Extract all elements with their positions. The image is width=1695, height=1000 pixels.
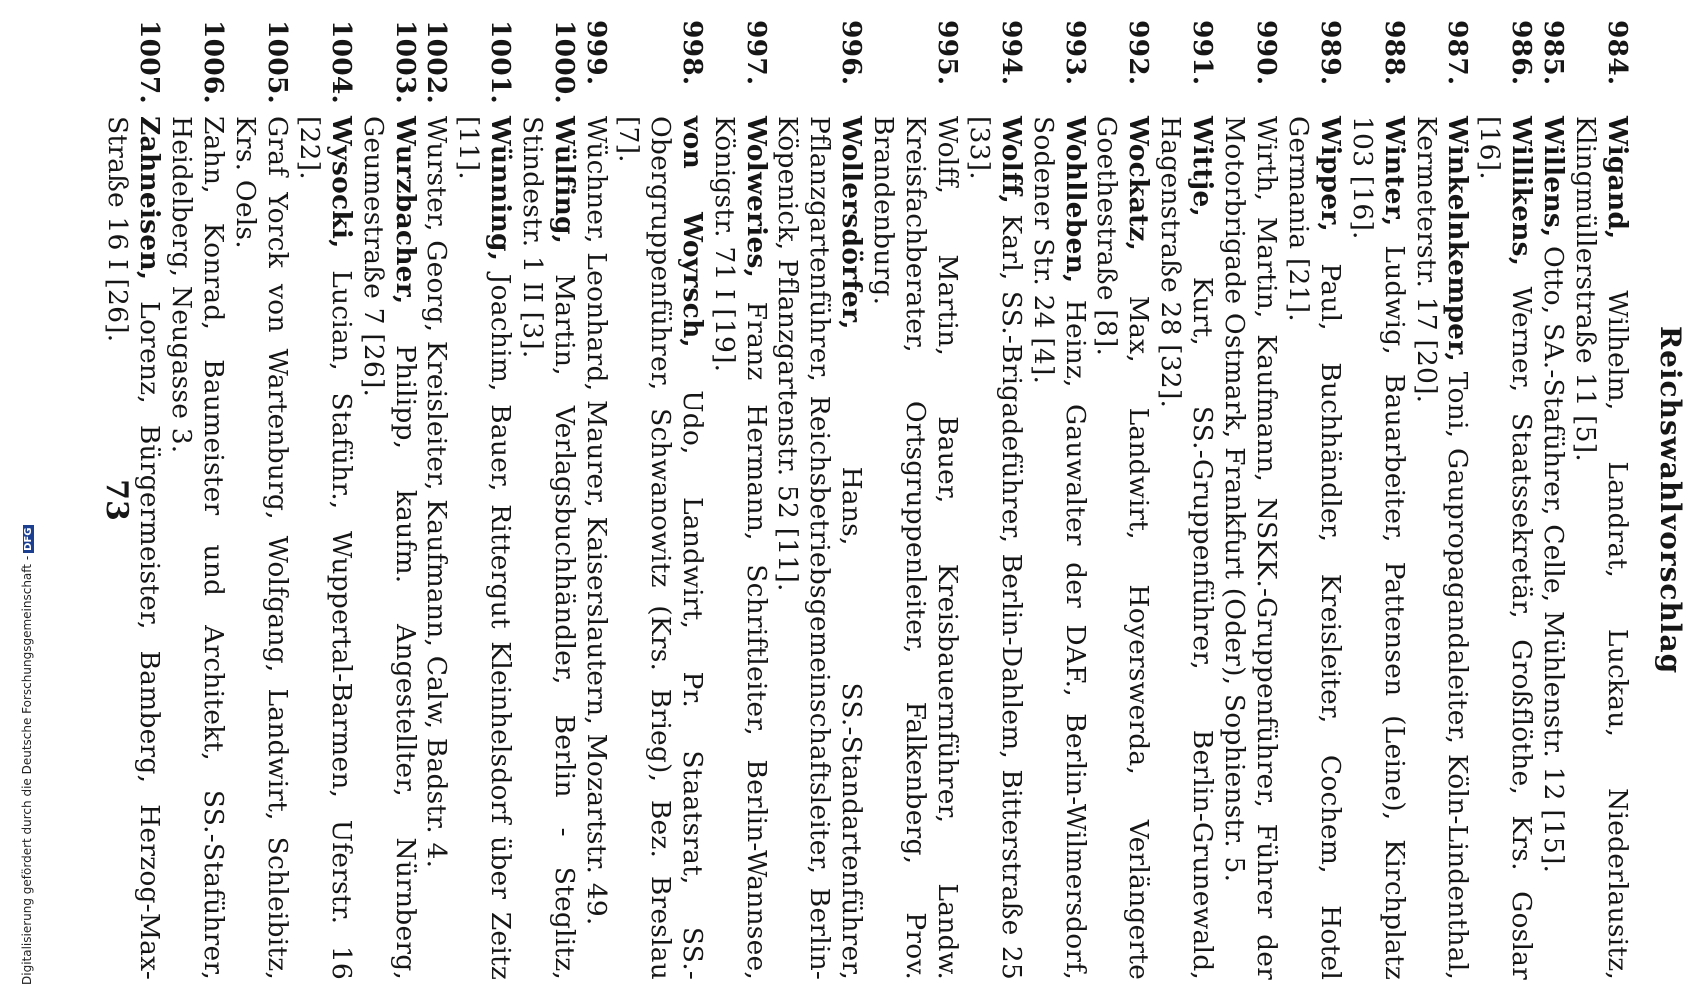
entry-number: 1001. <box>485 20 517 104</box>
entry-name: Willikens, <box>1506 116 1538 267</box>
entry-details: Toni, Gaupropagandaleiter, Köln-Lindenthal, Kermeterstr. 17 [20]. <box>1410 116 1474 980</box>
entry-details: Wirth, Martin, Kaufmann, NSKK.-Gruppenführer, Führer der Motorbrigade Ostmark, Frankfurt (Oder), Sophienstr. 5. <box>1219 116 1283 980</box>
entry-details: Zahn, Konrad, Baumeister und Architekt, SS.-Staführer, Heidelberg, Neugasse 3. <box>166 116 230 980</box>
entry-number: 998. <box>676 20 708 86</box>
entry-details: Graf Yorck von Wartenburg, Wolfgang, Landwirt, Schleibitz, Krs. Oels. <box>230 116 293 980</box>
entry-number: 987. <box>1442 20 1474 86</box>
entry-name: von Woyrsch, <box>676 116 708 348</box>
entry-number: 1002. <box>421 20 453 104</box>
entry-name: Wolweries, <box>740 116 772 279</box>
dfg-logo: DFG <box>23 527 34 551</box>
list-item <box>1091 20 1155 980</box>
entry-details: Martin, Verlagsbuchhändler, Berlin - Steglitz, Stindestr. 1 II [3]. <box>517 116 581 980</box>
entry-name: Wigand, <box>1602 116 1633 240</box>
list-item <box>708 20 772 980</box>
list-item <box>867 20 963 980</box>
entry-details: Heinz, Gauwalter der DAF., Berlin-Wilmersdorf, Sodener Str. 24 [4]. <box>1027 116 1091 980</box>
page-heading: Reichswahlvorschlag <box>1654 325 1687 675</box>
list-item <box>1537 20 1569 980</box>
document-page <box>95 0 1695 1000</box>
entry-details: Werner, Staatssekretär, Großflöthe, Krs. Goslar [16]. <box>1474 116 1538 980</box>
entry-number: 1000. <box>549 20 581 104</box>
entry-number: 997. <box>740 20 772 86</box>
list-item <box>1473 20 1537 980</box>
footer-credit-line <box>20 526 34 986</box>
entry-name: Wurzbacher, <box>389 116 421 305</box>
entry-number: 990. <box>1251 20 1283 86</box>
entry-number: 988. <box>1378 20 1410 86</box>
entry-number: 993. <box>1059 20 1091 86</box>
entry-details: Karl, SS.-Brigadeführer, Berlin-Dahlem, Bitterstraße 25 [33]. <box>963 116 1027 980</box>
entry-number: 984. <box>1602 20 1633 86</box>
entry-list <box>102 20 1634 980</box>
entry-details: Max, Landwirt, Hoyerswerda, Verlängerte Goethestraße [8]. <box>1091 116 1155 980</box>
entry-number: 1003. <box>389 20 421 104</box>
list-item <box>1346 20 1410 980</box>
entry-details: Paul, Buchhändler, Kreisleiter, Cochem, Hotel Germania [21]. <box>1282 116 1346 980</box>
list-item <box>1282 20 1346 980</box>
entry-details: Lorenz, Bürgermeister, Bamberg, Herzog-Max-Straße 16 I [26]. <box>102 116 166 980</box>
entry-number: 995. <box>931 20 963 86</box>
entry-number: 996. <box>836 20 868 86</box>
entry-name: Willens, <box>1538 116 1570 238</box>
entry-details: Ludwig, Bauarbeiter, Pattensen (Leine), Kirchplatz 103 [16]. <box>1346 116 1410 980</box>
entry-details: Otto, SA.-Staführer, Celle, Mühlenstr. 12 [15]. <box>1538 237 1570 874</box>
entry-details: Franz Hermann, Schriftleiter, Berlin-Wannsee, Königstr. 71 I [19]. <box>708 116 772 980</box>
entry-number: 991. <box>1187 20 1219 86</box>
entry-number: 992. <box>1123 20 1155 86</box>
entry-details: Kurt, SS.-Gruppenführer, Berlin-Grunewald, Hagenstraße 28 [32]. <box>1155 116 1219 980</box>
list-item <box>772 20 868 980</box>
entry-details: Wüchner, Leonhard, Maurer, Kaiserslautern, Mozartstr. 49. <box>581 116 612 926</box>
entry-details: Lucian, Staführ., Wuppertal-Barmen, Uferstr. 16 [22]. <box>293 116 357 980</box>
list-item <box>452 20 516 980</box>
entry-details: Wurster, Georg, Kreisleiter, Kaufmann, Calw, Badstr. 4. <box>421 116 453 869</box>
entry-name: Wohlleben, <box>1059 116 1091 284</box>
list-item <box>421 20 453 980</box>
entry-details: Joachim, Bauer, Rittergut Kleinhelsdorf über Zeitz [11]. <box>453 116 517 980</box>
list-item <box>1027 20 1091 980</box>
list-item <box>229 20 293 980</box>
entry-details: Udo, Landwirt, Pr. Staatsrat, SS.-Obergruppenführer, Schwanowitz (Krs. Brieg), Bez. Breslau [7]. <box>612 116 708 980</box>
entry-name: Winkelnkemper, <box>1442 116 1474 362</box>
footer-credit-text: Digitalisierung gefördert durch die Deutsche Forschungsgemeinschaft - <box>20 555 34 985</box>
list-item <box>580 20 612 980</box>
entry-name: Wysocki, <box>325 116 357 249</box>
entry-name: Wittje, <box>1187 116 1219 217</box>
list-item <box>357 20 421 980</box>
list-item <box>1154 20 1218 980</box>
entry-name: Wollersdörfer, <box>836 116 868 330</box>
list-item <box>1410 20 1474 980</box>
entry-number: 1006. <box>198 20 230 104</box>
entry-number: 999. <box>581 20 612 86</box>
entry-details: Wolff, Martin, Bauer, Kreisbauernführer, Landw. Kreisfachberater, Ortsgruppenleiter, Falkenberg, Prov. Brandenburg. <box>868 116 963 980</box>
list-item <box>516 20 580 980</box>
entry-number: 1005. <box>261 20 293 104</box>
entry-number: 989. <box>1314 20 1346 86</box>
list-item <box>963 20 1027 980</box>
list-item <box>1569 20 1633 980</box>
entry-number: 1004. <box>325 20 357 104</box>
entry-details: Philipp, kaufm. Angestellter, Nürnberg, Geumestraße 7 [26]. <box>357 116 421 980</box>
entry-name: Wolff, <box>995 116 1027 204</box>
list-item <box>165 20 229 980</box>
entry-number: 1007. <box>134 20 166 104</box>
entry-number: 986. <box>1506 20 1538 86</box>
entry-name: Winter, <box>1378 116 1410 227</box>
entry-details: Hans, SS.-Standartenführer, Pflanzgartenführer, Reichsbetriebsgemeinschaftsleiter, Berlin-Köpenick, Pflanzgartenstr. 52 [11]. <box>772 116 868 980</box>
entry-name: Wünning, <box>485 116 517 262</box>
entry-name: Zahneisen, <box>134 116 166 281</box>
digitization-footer <box>0 0 40 1000</box>
entry-name: Wülfing, <box>549 116 581 245</box>
list-item <box>1218 20 1282 980</box>
list-item <box>612 20 708 980</box>
entry-name: Wockatz, <box>1123 116 1155 252</box>
list-item <box>293 20 357 980</box>
entry-details: Wilhelm, Landrat, Luckau, Niederlausitz, Klingmüllerstraße 11 [5]. <box>1570 116 1633 980</box>
page-number: 73 <box>99 479 134 521</box>
entry-name: Wipper, <box>1314 116 1346 232</box>
entry-number: 994. <box>995 20 1027 86</box>
entry-number: 985. <box>1538 20 1570 86</box>
